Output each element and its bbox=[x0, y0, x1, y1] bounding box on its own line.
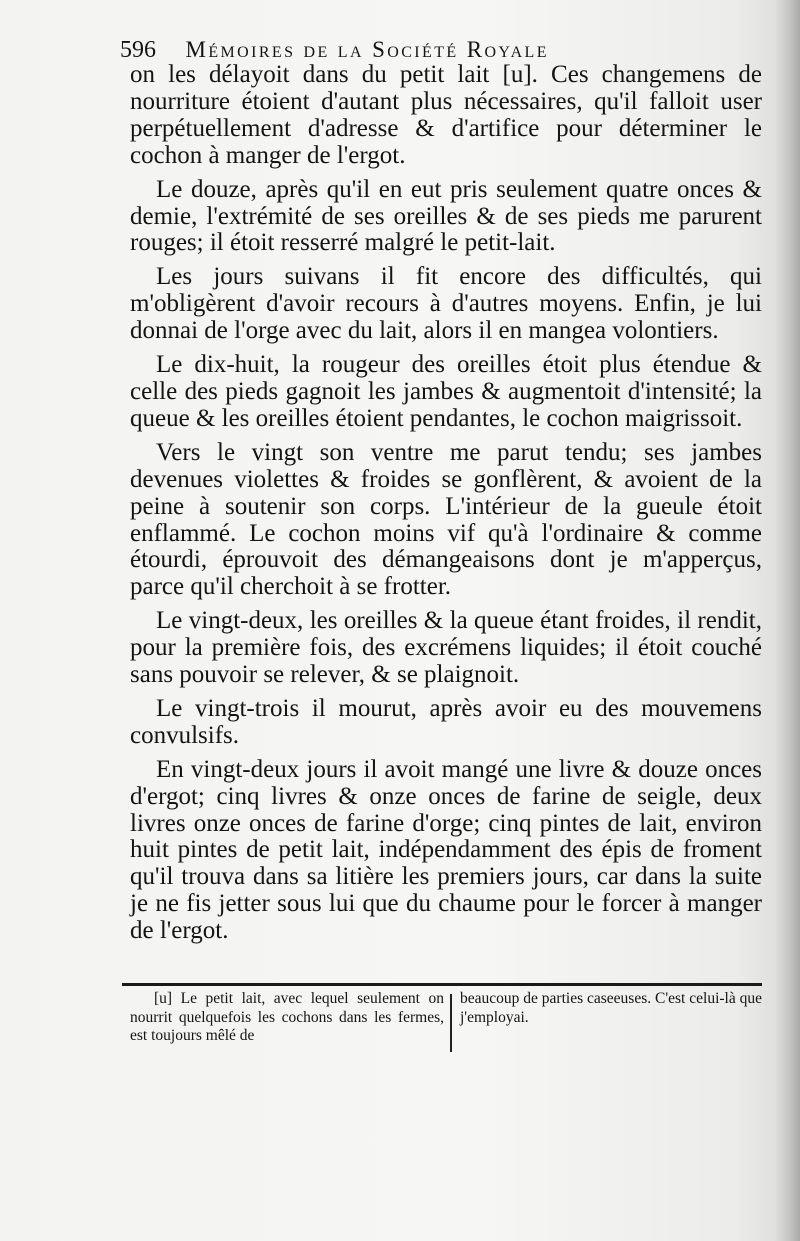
paragraph: Le vingt-trois il mourut, après avoir eu des mouvemens convulsifs. bbox=[130, 694, 762, 749]
paragraph: En vingt-deux jours il avoit mangé une livre & douze onces d'ergot; cinq livres & onze onces de farine de seigle, deux livres onze onces de farine d'orge; cinq pintes de lait, environ huit pintes de petit lait, indépendamment des épis de froment qu'il trouva dans sa litière les premiers jours, car dans la suite je ne fis jetter sous lui que du chaume pour le forcer à manger de l'ergot. bbox=[130, 755, 762, 945]
footnote-rule bbox=[122, 983, 762, 986]
footnote-right-column: beaucoup de parties caseeuses. C'est celui-là que j'employai. bbox=[460, 990, 762, 1026]
page-gutter-shadow bbox=[774, 0, 800, 1241]
page-number: 596 bbox=[120, 37, 156, 63]
paragraph: on les délayoit dans du petit lait [u]. Ces changemens de nourriture étoient d'autant plus nécessaires, qu'il falloit user perpétuellement d'adresse & d'artifice pour déterminer le cochon à manger de l'ergot. bbox=[130, 61, 762, 169]
paragraph: Le dix-huit, la rougeur des oreilles étoit plus étendue & celle des pieds gagnoit les jambes & augmentoit d'intensité; la queue & les oreilles étoient pendantes, le cochon maigrissoit. bbox=[130, 351, 762, 432]
footnote-left-column: [u] Le petit lait, avec lequel seulement on nourrit quelquefois les cochons dans les fermes, est toujours mêlé de bbox=[130, 990, 444, 1044]
paragraph: Le douze, après qu'il en eut pris seulement quatre onces & demie, l'extrémité de ses oreilles & de ses pieds me parurent rouges; il étoit resserré malgré le petit-lait. bbox=[130, 175, 762, 257]
paragraph: Le vingt-deux, les oreilles & la queue étant froides, il rendit, pour la première fois, des excrémens liquides; il étoit couché sans pouvoir se relever, & se plaignoit. bbox=[130, 607, 762, 689]
footnote bbox=[130, 990, 762, 1060]
paragraph: Vers le vingt son ventre me parut tendu; ses jambes devenues violettes & froides se gonflèrent, & avoient de la peine à soutenir son corps. L'intérieur de la gueule étoit enflammé. Le cochon moins vif qu'à l'ordinaire & comme étourdi, éprouvoit des démangeaisons dont je m'apperçus, parce qu'il cherchoit à se frotter. bbox=[130, 438, 762, 601]
footnote-column-divider bbox=[450, 994, 452, 1052]
running-title: Mémoires de la Société Royale bbox=[185, 37, 549, 62]
paragraph: Les jours suivans il fit encore des difficultés, qui m'obligèrent d'avoir recours à d'autres moyens. Enfin, je lui donnai de l'orge avec du lait, alors il en mangea volontiers. bbox=[130, 263, 762, 345]
body-text bbox=[130, 62, 762, 952]
